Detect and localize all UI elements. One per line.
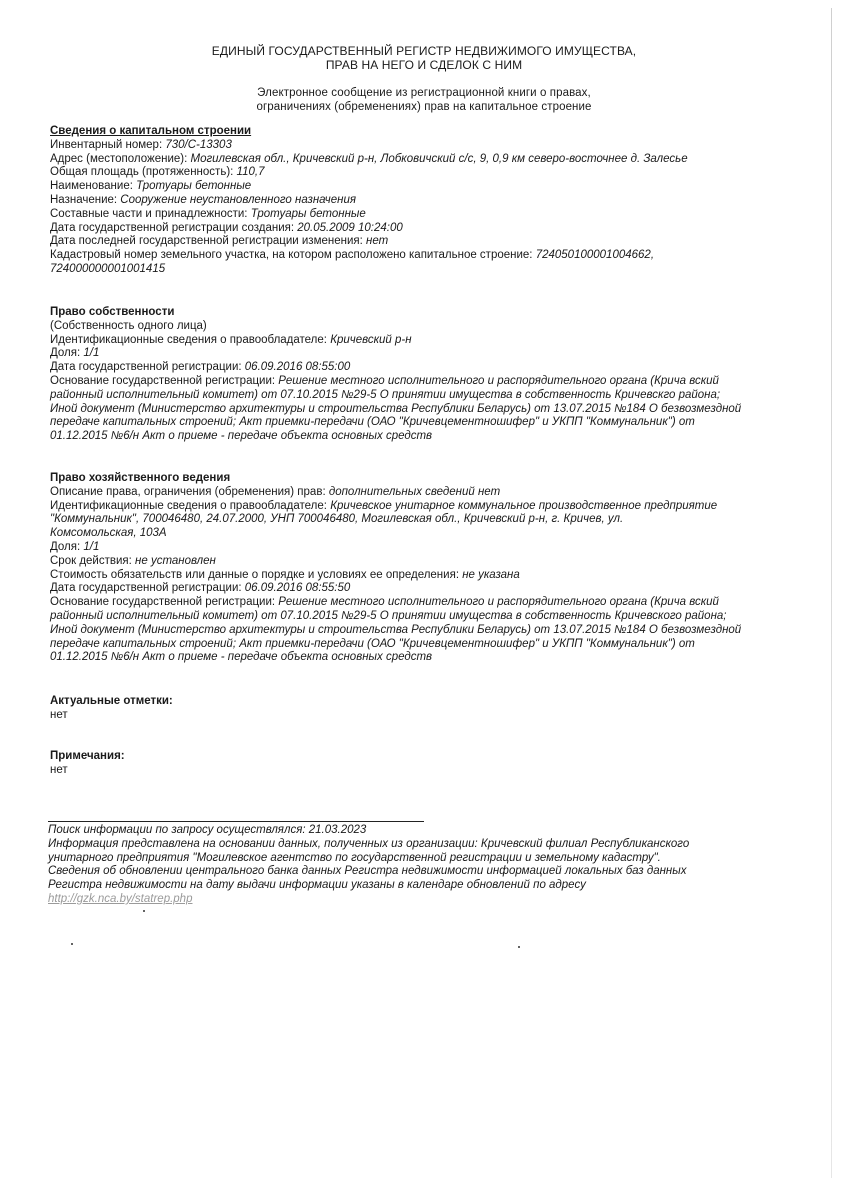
building-name <box>50 180 790 194</box>
economic-reg-value: 06.09.2016 08:55:50 <box>244 582 351 595</box>
name-label: Наименование: <box>50 180 137 193</box>
economic-term <box>50 555 790 569</box>
subheader-line-1: Электронное сообщение из регистрационной книги о правах, <box>257 87 591 99</box>
economic-basis-label: Основание государственной регистрации: <box>50 596 279 609</box>
footer-update-line-2: Регистра недвижимости на дату выдачи информации указаны в календаре обновлений по адресу <box>48 879 586 892</box>
ownership-basis-line-3: Иной документ (Министерство архитектуры и строительства Республики Беларусь) от 13.07.2015 №184 О безвозмездной <box>50 402 742 415</box>
ownership-basis <box>50 375 790 389</box>
ownership-holder <box>50 334 790 348</box>
change-date-label: Дата последней государственной регистрации изменения: <box>50 235 367 248</box>
footer-source-line-2: унитарного предприятия "Могилевское агентство по государственной регистрации и земельному кадастру". <box>48 851 661 864</box>
area-value: 110,7 <box>236 166 265 179</box>
header-line-1: ЕДИНЫЙ ГОСУДАРСТВЕННЫЙ РЕГИСТР НЕДВИЖИМОГО ИМУЩЕСТВА, <box>211 44 637 58</box>
economic-basis-line-4: передаче капитальных строений; Акт приемки-передачи (ОАО "Кричевцементношифер" и УКПП "Коммунальник") от <box>50 637 695 650</box>
marks-title: Актуальные отметки: <box>50 695 173 707</box>
economic-basis-line-3: Иной документ (Министерство архитектуры и строительства Республики Беларусь) от 13.07.2015 №184 О безвозмездной <box>50 623 742 636</box>
header-line-2: ПРАВ НА НЕГО И СДЕЛОК С НИМ <box>325 58 523 72</box>
economic-holder-line-1: Кричевское унитарное коммунальное производственное предприятие <box>330 499 718 512</box>
subheader-line-2: ограничениях (обременениях) прав на капитальное строение <box>256 101 592 113</box>
building-title: Сведения о капитальном строении <box>50 125 252 137</box>
calendar-link[interactable]: http://gzk.nca.by/statrep.php <box>48 892 193 905</box>
cadastre-value-2: 724000000001001415 <box>50 262 166 275</box>
economic-basis-line-1: Решение местного исполнительного и распорядительного органа (Крича вский <box>278 596 719 609</box>
economic-share <box>50 541 790 555</box>
economic-description-label: Описание права, ограничения (обременения) прав: <box>50 485 329 498</box>
purpose <box>50 194 790 208</box>
ownership-title: Право собственности <box>50 306 175 318</box>
ownership-reg-value: 06.09.2016 08:55:00 <box>244 361 351 374</box>
economic-share-value: 1/1 <box>83 540 100 553</box>
ownership-share-label: Доля: <box>50 347 84 360</box>
economic-basis <box>50 596 790 610</box>
cadastre-label: Кадастровый номер земельного участка, на котором расположено капитальное строение: <box>50 249 536 262</box>
notes-section <box>50 750 790 778</box>
footer-source-line-1: Информация представлена на основании данных, полученных из организации: Кричевский филиал Республиканского <box>48 837 690 850</box>
ownership-share-value: 1/1 <box>83 347 100 360</box>
building-section <box>50 125 790 277</box>
scan-edge-line <box>831 8 832 1178</box>
ownership-basis-line-5: 01.12.2015 №6/н Акт о приеме - передаче объекта основных средств <box>50 430 433 443</box>
economic-right-section <box>50 472 790 665</box>
scan-speck <box>71 943 73 945</box>
inventory-value: 730/С-13303 <box>165 138 232 151</box>
economic-basis-line-5: 01.12.2015 №6/н Акт о приеме - передаче объекта основных средств <box>50 651 433 664</box>
name-value: Тротуары бетонные <box>136 180 252 193</box>
marks-value: нет <box>50 708 68 721</box>
economic-reg-date <box>50 582 790 596</box>
cadastre-number <box>50 249 790 263</box>
economic-basis-line-2: районный исполнительный комитет) от 07.10.2015 №29-5 О принятии имущества в собственность Кричевского района; <box>50 609 727 622</box>
inventory-number <box>50 139 790 153</box>
notes-value: нет <box>50 763 68 776</box>
marks-section <box>50 695 790 723</box>
area-label: Общая площадь (протяженность): <box>50 166 237 179</box>
footer-update-line-1: Сведения об обновлении центрального банка данных Регистра недвижимости информацией локальных баз данных <box>48 865 687 878</box>
purpose-value: Сооружение неустановленного назначения <box>120 193 356 206</box>
economic-cost <box>50 569 790 583</box>
footer-search-date: Поиск информации по запросу осуществлялся: 21.03.2023 <box>48 824 367 836</box>
address <box>50 153 790 167</box>
economic-holder-line-2: "Коммунальник", 700046480, 24.07.2000, УНП 700046480, Могилевская обл., Кричевский р-н, г. Кричев, ул. <box>50 513 624 526</box>
ownership-holder-label: Идентификационные сведения о правообладателе: <box>50 333 331 346</box>
ownership-share <box>50 347 790 361</box>
inventory-label: Инвентарный номер: <box>50 138 166 151</box>
economic-reg-label: Дата государственной регистрации: <box>50 582 245 595</box>
change-date-value: нет <box>366 235 389 248</box>
cadastre-value-1: 724050100001004662, <box>535 249 655 262</box>
footer-divider <box>48 821 424 822</box>
document-header <box>0 44 848 72</box>
economic-holder-label: Идентификационные сведения о правообладателе: <box>50 499 331 512</box>
economic-description <box>50 486 790 500</box>
ownership-basis-line-1: Решение местного исполнительного и распорядительного органа (Крича вский <box>278 374 719 387</box>
components <box>50 208 790 222</box>
ownership-basis-line-2: районный исполнительный комитет) от 07.10.2015 №29-5 О принятии имущества в собственность Кричевскго района; <box>50 388 721 401</box>
economic-cost-value: не указана <box>462 568 520 581</box>
address-label: Адрес (местоположение): <box>50 152 191 165</box>
ownership-reg-label: Дата государственной регистрации: <box>50 361 245 374</box>
change-date <box>50 235 790 249</box>
economic-cost-label: Стоимость обязательств или данные о порядке и условиях ее определения: <box>50 568 463 581</box>
ownership-reg-date <box>50 361 790 375</box>
scan-speck <box>143 910 145 912</box>
footer <box>48 824 793 907</box>
economic-term-label: Срок действия: <box>50 554 136 567</box>
purpose-label: Назначение: <box>50 193 121 206</box>
notes-title: Примечания: <box>50 750 125 762</box>
ownership-section <box>50 306 790 444</box>
creation-date-value: 20.05.2009 10:24:00 <box>297 221 403 234</box>
economic-share-label: Доля: <box>50 540 84 553</box>
ownership-subtitle: (Собственность одного лица) <box>50 319 207 332</box>
ownership-basis-line-4: передаче капитальных строений; Акт приемки-передачи (ОАО "Кричевцементношифер" и УКПП "Коммунальник") от <box>50 416 695 429</box>
economic-description-value: дополнительных сведений нет <box>328 485 501 498</box>
creation-date-label: Дата государственной регистрации создания: <box>50 221 298 234</box>
ownership-holder-value: Кричевский р-н <box>330 333 412 346</box>
address-value: Могилевская обл., Кричевский р-н, Лобковичский с/с, 9, 0,9 км северо-восточнее д. Залесье <box>190 152 688 165</box>
components-value: Тротуары бетонные <box>250 207 366 220</box>
area <box>50 166 790 180</box>
ownership-basis-label: Основание государственной регистрации: <box>50 374 279 387</box>
components-label: Составные части и принадлежности: <box>50 207 251 220</box>
document-subheader <box>0 86 848 114</box>
economic-holder-line-3: Комсомольская, 103А <box>50 527 167 540</box>
economic-holder <box>50 500 790 514</box>
economic-term-value: не установлен <box>135 554 216 567</box>
scan-speck <box>518 946 520 948</box>
creation-date <box>50 222 790 236</box>
economic-title: Право хозяйственного ведения <box>50 472 231 484</box>
